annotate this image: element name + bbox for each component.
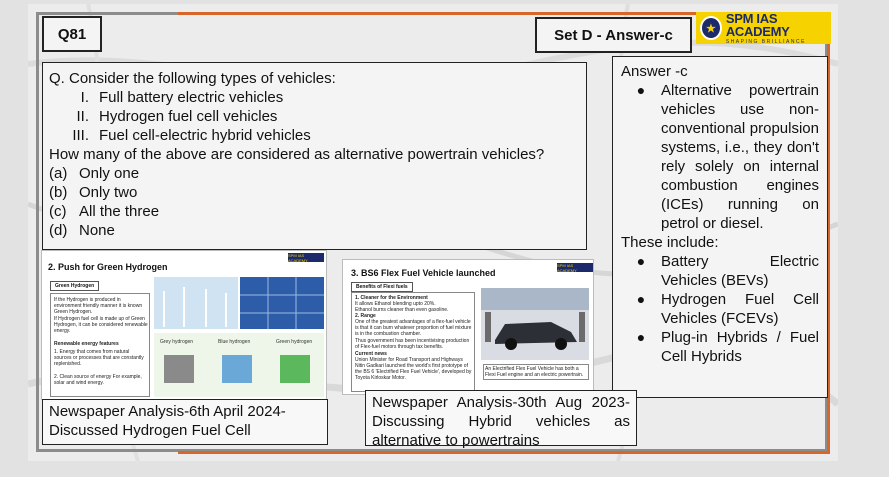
answer-point xyxy=(621,81,819,233)
option-text: All the three xyxy=(79,203,160,220)
logo-emblem-icon: ★ xyxy=(700,16,722,40)
include-label: These include: xyxy=(621,234,719,251)
hydrogen-illustration xyxy=(154,277,324,397)
news-notes-box xyxy=(50,293,150,397)
news-clipping-flex-fuel xyxy=(342,259,594,395)
list-item xyxy=(59,88,580,107)
vehicle-type-item xyxy=(621,290,819,328)
news-note: It allows Ethanol blending upto 20%. xyxy=(355,301,436,307)
list-item xyxy=(59,126,580,145)
diagram-label: Green hydrogen xyxy=(276,339,313,345)
list-text: Full battery electric vehicles xyxy=(99,89,284,106)
list-text: Hydrogen fuel cell vehicles xyxy=(99,108,278,125)
news-note: If Hydrogen fuel cell is made up of Green Hydrogen, it can be considered renewable energy. xyxy=(54,316,148,334)
news-note: Current news xyxy=(355,351,387,357)
vehicle-type-text: Battery Electric Vehicles (BEVs) xyxy=(661,253,819,289)
option-text: None xyxy=(79,222,115,239)
caption-news-2023: Newspaper Analysis-30th Aug 2023-Discussing Hybrid vehicles as alternative to powertrains xyxy=(365,390,637,446)
question-box xyxy=(42,62,587,250)
question-prompt: How many of the above are considered as alternative powertrain vehicles? xyxy=(49,146,545,163)
news-note: 1. Cleaner for the Environment xyxy=(355,295,428,301)
news-tag: Green Hydrogen xyxy=(50,281,99,291)
news-note: Ethanol burns cleaner than even gasoline. xyxy=(355,307,449,313)
question-number: Q81 xyxy=(42,16,102,52)
vehicle-box-note: An Electrified Flex Fuel Vehicle has both a Flexi Fuel engine and an electric powertrain. xyxy=(483,364,589,380)
option-b xyxy=(49,183,580,202)
option-letter: (a) xyxy=(49,165,68,182)
news-note: 2. Range xyxy=(355,313,376,319)
vehicle-type-item xyxy=(621,328,819,366)
vehicle-launch-photo xyxy=(481,288,589,360)
set-answer-label: Set D - Answer-c xyxy=(535,17,692,53)
news-note: One of the greatest advantages of a flex-fuel vehicle is that it can burn whatever proportion of fuel mixture is in the combustion chamber. xyxy=(355,319,472,337)
diagram-label: Blue hydrogen xyxy=(218,339,251,345)
option-c xyxy=(49,202,580,221)
caption-news-2024: Newspaper Analysis-6th April 2024-Discussed Hydrogen Fuel Cell xyxy=(42,399,328,445)
bullet-icon: ● xyxy=(636,329,646,345)
list-numeral: I. xyxy=(80,89,89,106)
news-note: 1. Energy that comes from natural sources or processes that are constantly replenished. xyxy=(54,349,144,367)
answer-heading: Answer -c xyxy=(621,63,688,80)
list-item xyxy=(59,107,580,126)
option-a xyxy=(49,164,580,183)
diagram-label: Grey hydrogen xyxy=(160,339,194,345)
option-letter: (b) xyxy=(49,184,68,201)
option-letter: (d) xyxy=(49,222,68,239)
list-numeral: III. xyxy=(72,127,89,144)
slide xyxy=(28,4,838,461)
news-title: 2. Push for Green Hydrogen xyxy=(48,262,168,272)
bullet-icon: ● xyxy=(636,291,646,307)
bullet-icon: ● xyxy=(636,82,646,98)
answer-point-text: Alternative powertrain vehicles use non-conventional propulsion systems, i.e., they don't rely solely on internal combustion engines (ICEs) running on petrol or diesel. xyxy=(661,82,819,232)
news-tag: Benefits of Flexi fuels xyxy=(351,282,413,292)
option-letter: (c) xyxy=(49,203,67,220)
news-note: Thus government has been incentivising production of Flex-fuel motors through tax benefits. xyxy=(355,338,470,350)
option-text: Only two xyxy=(79,184,138,201)
academy-logo xyxy=(696,12,831,44)
news-title: 3. BS6 Flex Fuel Vehicle launched xyxy=(351,268,496,278)
list-text: Fuel cell-electric hybrid vehicles xyxy=(99,127,311,144)
logo-title: SPM IAS ACADEMY xyxy=(725,10,790,39)
news-clipping-green-hydrogen xyxy=(41,250,327,400)
answer-box xyxy=(612,56,828,398)
bullet-icon: ● xyxy=(636,253,646,269)
vehicle-type-item xyxy=(621,252,819,290)
news-logo-badge: SPM IAS ACADEMY xyxy=(288,253,324,262)
logo-tagline: SHAPING BRILLIANCE xyxy=(725,38,806,45)
vehicle-type-text: Hydrogen Fuel Cell Vehicles (FCEVs) xyxy=(661,291,819,327)
news-note: Union Minister for Road Transport and Highways Nitin Gadkari launched the world's first prototype of the BS 6 'Electrified Flex Fuel Vehicle', developed by Toyota Kirloskar Motor. xyxy=(355,357,472,381)
news-note: 2. Clean source of energy For example, solar and wind energy. xyxy=(54,374,142,386)
news-logo-badge: SPM IAS ACADEMY xyxy=(557,263,593,272)
news-note: If the Hydrogen is produced in environment friendly manner it is known Green Hydrogen. xyxy=(54,297,143,315)
news-notes-box xyxy=(351,292,475,392)
question-stem: Q. Consider the following types of vehicles: xyxy=(49,70,336,87)
vehicle-type-text: Plug-in Hybrids / Fuel Cell Hybrids xyxy=(661,329,819,365)
list-numeral: II. xyxy=(76,108,89,125)
news-note: Renewable energy features xyxy=(54,341,119,347)
option-d xyxy=(49,221,580,240)
vehicle-list xyxy=(49,88,580,145)
option-text: Only one xyxy=(79,165,140,182)
